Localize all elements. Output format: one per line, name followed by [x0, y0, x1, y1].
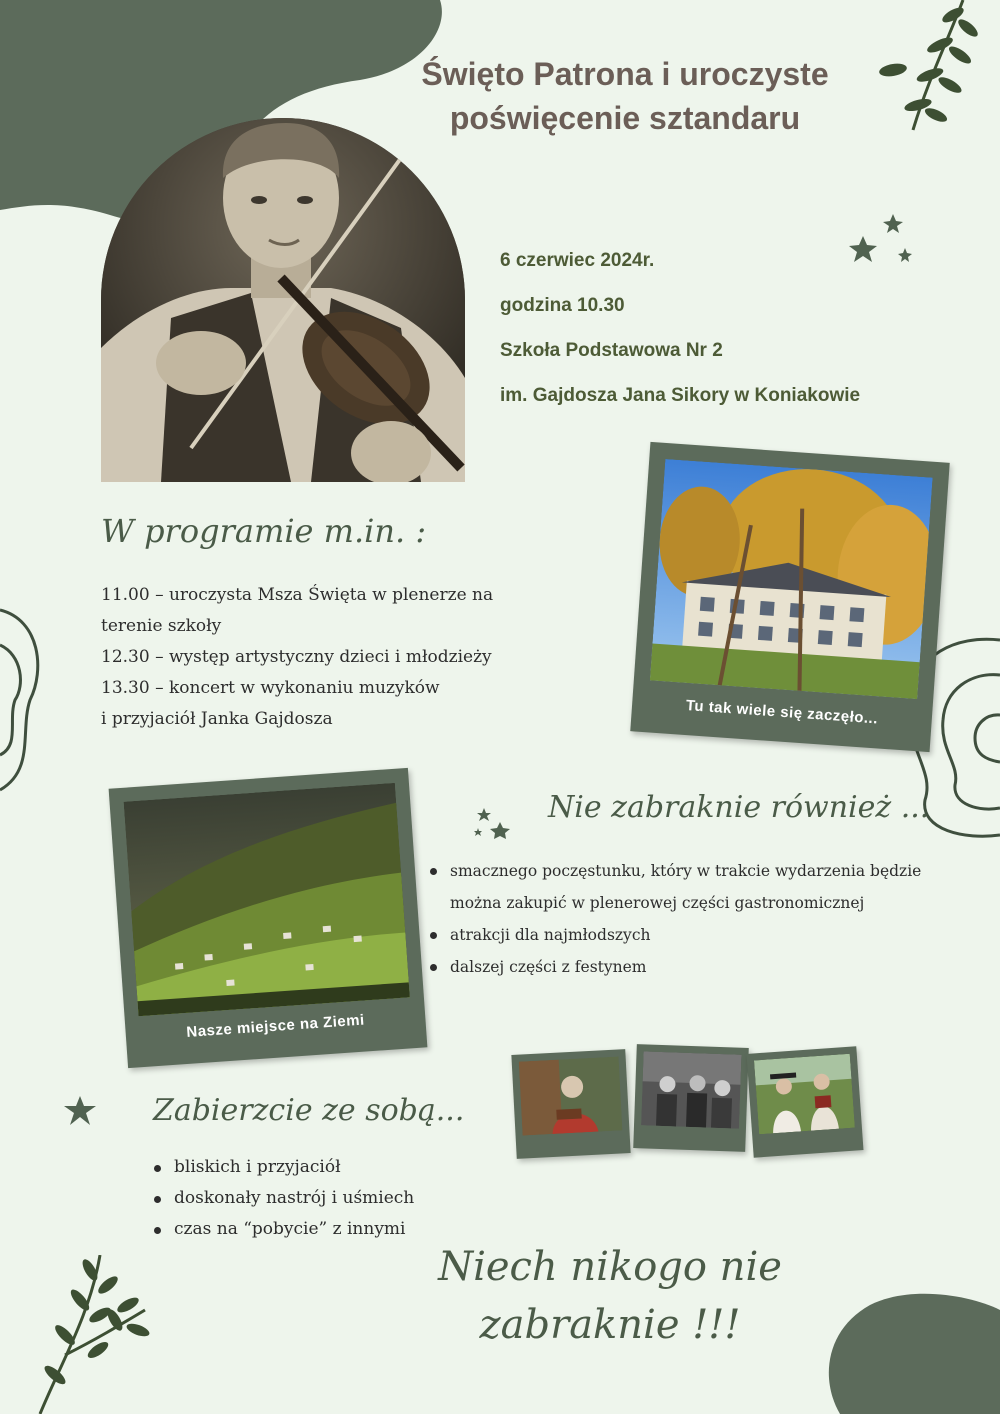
event-details — [500, 246, 860, 426]
musician-photo-3 — [754, 1054, 855, 1135]
program-list — [101, 580, 571, 735]
list-item: dalszej części z festynem — [428, 951, 998, 983]
village-photo — [124, 783, 410, 1016]
small-stars-icon — [472, 806, 514, 840]
page-title — [360, 52, 890, 140]
list-item: bliskich i przyjaciół — [152, 1152, 482, 1183]
village-photo-frame — [109, 768, 428, 1068]
musician-photo-2 — [641, 1051, 742, 1128]
school-photo — [650, 459, 933, 699]
also-list — [428, 855, 998, 983]
single-star-icon — [62, 1096, 98, 1126]
musician-photo-frame-3 — [747, 1046, 864, 1157]
left-swirl-decoration — [0, 600, 50, 800]
village-photo-caption: Nasze miejsce na Ziemi — [185, 1011, 366, 1041]
event-time: godzina 10.30 — [500, 295, 625, 316]
bring-heading: Zabierzcie ze sobą... — [153, 1093, 465, 1128]
program-line: 13.30 – koncert w wykonaniu muzyków — [101, 678, 440, 698]
leaf-sprig-bottom-left-icon — [20, 1255, 150, 1414]
program-line: 12.30 – występ artystyczny dzieci i młodzieży — [101, 647, 492, 667]
list-item: smacznego poczęstunku, który w trakcie wydarzenia będzie — [428, 855, 998, 887]
event-place: Szkoła Podstawowa Nr 2 — [500, 340, 723, 361]
closing-line-1: Niech nikogo nie — [438, 1244, 782, 1290]
list-item-continuation: można zakupić w plenerowej części gastronomicznej — [450, 894, 865, 912]
list-item: czas na “pobycie” z innymi — [152, 1214, 482, 1245]
bring-list — [152, 1152, 482, 1245]
violinist-photo — [101, 118, 465, 482]
school-photo-caption: Tu tak wiele się zaczęło... — [685, 697, 879, 728]
closing-message — [420, 1238, 800, 1354]
program-heading: W programie m.in. : — [101, 512, 427, 550]
musician-photo-1 — [519, 1056, 623, 1135]
musician-photo-frame-2 — [633, 1044, 749, 1152]
list-item: doskonały nastrój i uśmiech — [152, 1183, 482, 1214]
bottom-right-blob — [790, 1290, 1000, 1414]
title-line-1: Święto Patrona i uroczyste — [421, 56, 829, 92]
program-line: terenie szkoły — [101, 616, 222, 636]
program-line: 11.00 – uroczysta Msza Święta w plenerze na — [101, 585, 494, 605]
title-line-2: poświęcenie sztandaru — [449, 100, 801, 136]
event-date: 6 czerwiec 2024r. — [500, 250, 655, 271]
list-item: atrakcji dla najmłodszych — [428, 919, 998, 951]
school-photo-frame — [630, 442, 949, 752]
also-heading: Nie zabraknie również ... — [548, 790, 930, 825]
musician-photo-frame-1 — [511, 1049, 630, 1159]
event-place-name: im. Gajdosza Jana Sikory w Koniakowie — [500, 385, 861, 406]
program-line: i przyjaciół Janka Gajdosza — [101, 709, 333, 729]
closing-line-2: zabraknie !!! — [479, 1302, 741, 1348]
